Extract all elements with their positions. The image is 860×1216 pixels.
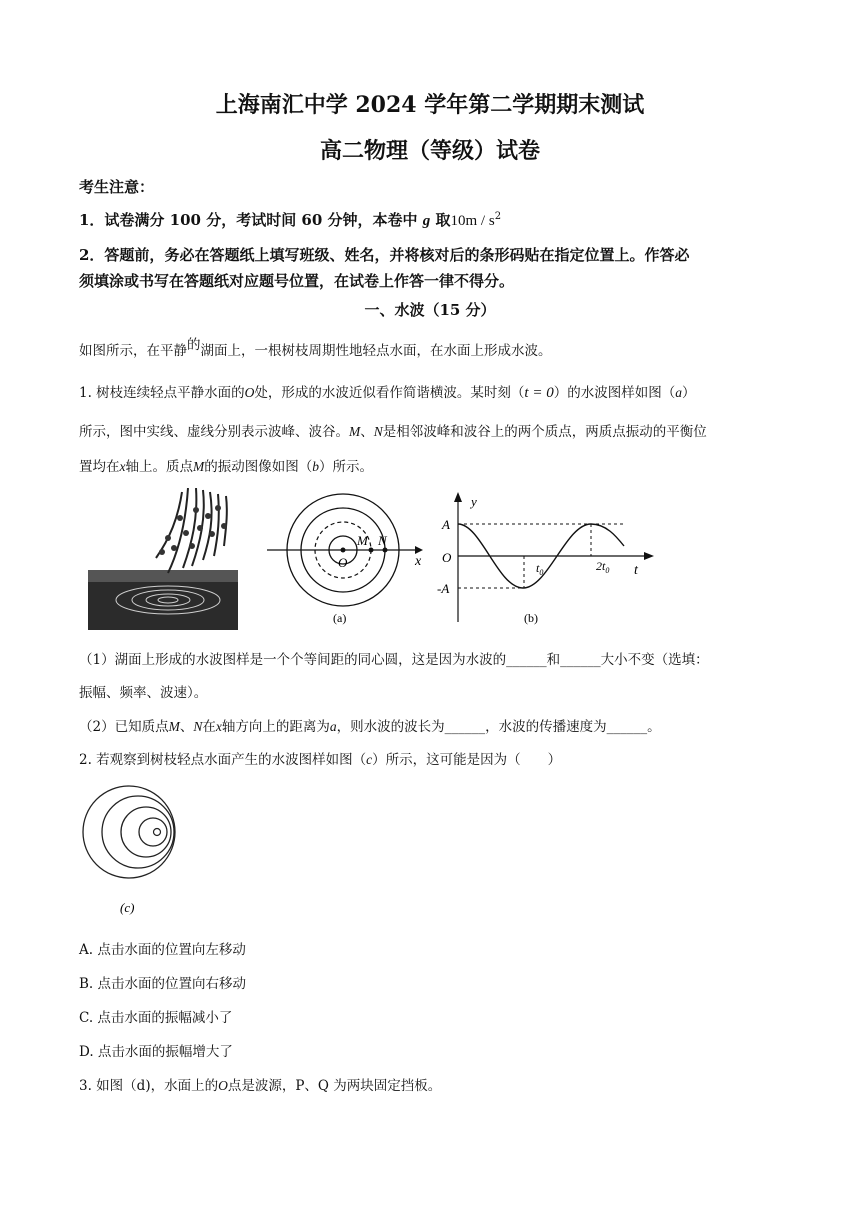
option-d: D. 点击水面的振幅增大了 <box>79 1044 233 1060</box>
fig-b-t0: $t_0$ <box>536 561 544 577</box>
exam-title: 上海南汇中学 2024 学年第二学期期末测试 <box>215 92 645 118</box>
fig-b-2t0: $2t_0$ <box>596 559 610 575</box>
willow-photo <box>88 488 238 630</box>
q1-sub2: （2）已知质点M、N在x轴方向上的距离为a，则水波的波长为______，水波的传播速度为______。 <box>79 719 661 735</box>
option-a: A. 点击水面的位置向左移动 <box>79 942 246 958</box>
fig-b-caption: (b) <box>524 611 538 625</box>
fig-a-label-o: O <box>338 555 348 570</box>
fig-a-label-m: M <box>357 533 368 548</box>
notice-heading: 考生注意： <box>79 178 155 196</box>
fig-c-caption: (c) <box>120 900 135 915</box>
section-heading: 一、水波（15 分） <box>364 301 496 319</box>
q1-sub1-line2: 振幅、频率、波速）。 <box>79 685 208 701</box>
fig-a-label-n: N <box>378 533 387 548</box>
notice-item-2-line2: 须填涂或书写在答题纸对应题号位置，在试卷上作答一律不得分。 <box>79 272 515 290</box>
fig-b-neg-amplitude: -A <box>437 581 450 596</box>
option-c: C. 点击水面的振幅减小了 <box>79 1010 233 1026</box>
notice-item-2-line1: 2．答题前，务必在答题纸上填写班级、姓名，并将核对后的条形码贴在指定位置上。作答必 <box>79 246 690 264</box>
q1-line-2: 所示，图中实线、虚线分别表示波峰、波谷。M、N是相邻波峰和波谷上的两个质点，两质点振动的平衡位 <box>79 424 707 440</box>
notice-item-1: 1．试卷满分 100 分，考试时间 60 分钟，本卷中 g 取$10m / s^2$ <box>79 211 502 229</box>
figure-c <box>80 780 190 920</box>
fig-b-amplitude: A <box>442 517 450 532</box>
q1-sub1-line1: （1）湖面上形成的水波图样是一个个等间距的同心圆，这是因为水波的______和______大小不变（选填： <box>79 652 709 668</box>
q1-line-3: 置均在x轴上。质点M的振动图像如图（b）所示。 <box>79 459 373 475</box>
figure-b <box>436 490 656 630</box>
fig-a-axis-x: x <box>415 554 422 569</box>
fig-b-y-label: y <box>471 494 477 509</box>
q2-stem: 2. 若观察到树枝轻点水面产生的水波图样如图（c）所示，这可能是因为（ ） <box>79 752 562 768</box>
q1-line-1: 1. 树枝连续轻点平静水面的O处，形成的水波近似看作简谐横波。某时刻（t = 0）的水波图样如图（a） <box>79 385 696 401</box>
figure-a <box>265 490 437 630</box>
option-b: B. 点击水面的位置向右移动 <box>79 976 247 992</box>
fig-b-origin: O <box>442 550 452 565</box>
fig-a-caption: (a) <box>333 611 347 625</box>
exam-subtitle: 高二物理（等级）试卷 <box>319 138 540 164</box>
q3-stem: 3. 如图（d)，水面上的O点是波源，P、Q 为两块固定挡板。 <box>79 1078 442 1094</box>
section-intro: 如图所示，在平静的湖面上，一根树枝周期性地轻点水面，在水面上形成水波。 <box>79 337 552 359</box>
fig-b-t-label: t <box>634 563 638 578</box>
